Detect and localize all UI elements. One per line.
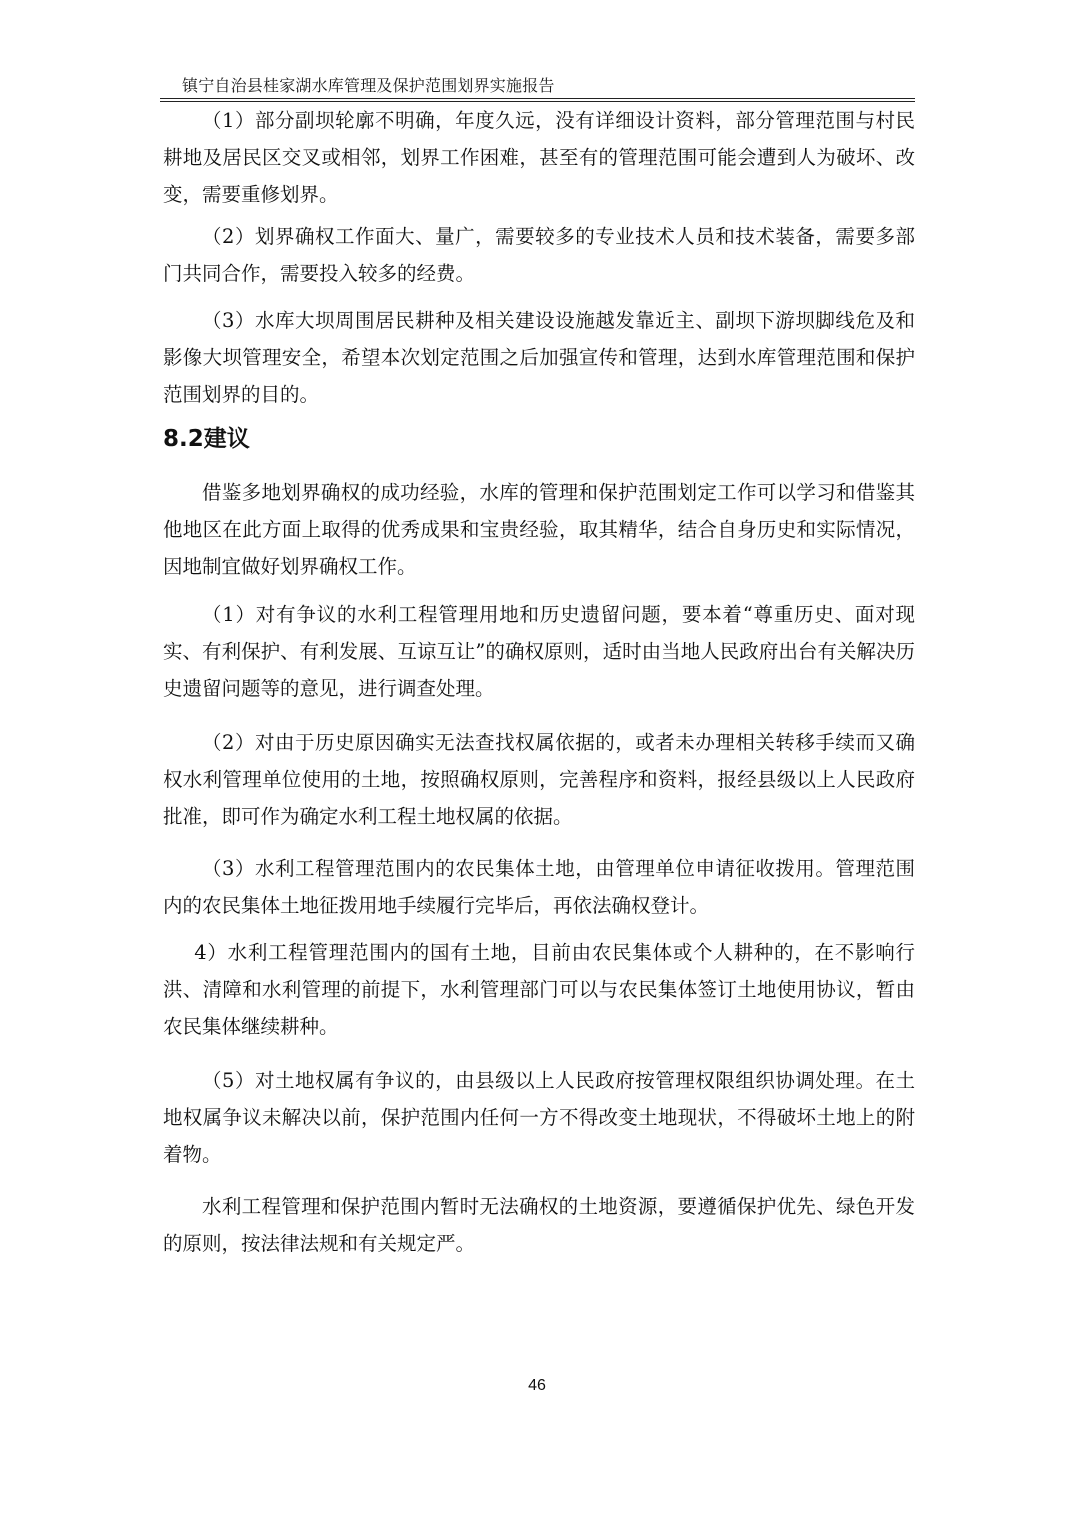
page-number: 46 — [528, 1377, 546, 1394]
suggestion-paragraph-2: （2）对由于历史原因确实无法查找权属依据的，或者未办理相关转移手续而又确权水利管理单位使用的土地，按照确权原则，完善程序和资料，报经县级以上人民政府批准，即可作为确定水利工程土地权属的依据。 — [163, 731, 915, 828]
suggestion-paragraph-5: （5）对土地权属有争议的，由县级以上人民政府按管理权限组织协调处理。在土地权属争议未解决以前，保护范围内任何一方不得改变土地现状，不得破坏土地上的附着物。 — [163, 1069, 915, 1166]
section-heading: 8.2建议 — [163, 426, 250, 452]
problem-paragraph-1: （1）部分副坝轮廓不明确，年度久远，没有详细设计资料，部分管理范围与村民耕地及居民区交叉或相邻，划界工作困难，甚至有的管理范围可能会遭到人为破坏、改变，需要重修划界。 — [163, 109, 915, 206]
suggestion-paragraph-3: （3）水利工程管理范围内的农民集体土地，由管理单位申请征收拨用。管理范围内的农民集体土地征拨用地手续履行完毕后，再依法确权登计。 — [163, 857, 915, 917]
intro-paragraph: 借鉴多地划界确权的成功经验，水库的管理和保护范围划定工作可以学习和借鉴其他地区在此方面上取得的优秀成果和宝贵经验，取其精华，结合自身历史和实际情况，因地制宜做好划界确权工作。 — [163, 481, 915, 578]
running-header: 镇宁自治县桂家湖水库管理及保护范围划界实施报告 — [182, 76, 555, 95]
suggestion-paragraph-4: 4）水利工程管理范围内的国有土地，目前由农民集体或个人耕种的，在不影响行洪、清障和水利管理的前提下，水利管理部门可以与农民集体签订土地使用协议，暂由农民集体继续耕种。 — [163, 941, 915, 1038]
problem-paragraph-3: （3）水库大坝周围居民耕种及相关建设设施越发靠近主、副坝下游坝脚线危及和影像大坝管理安全，希望本次划定范围之后加强宣传和管理，达到水库管理范围和保护范围划界的目的。 — [163, 309, 915, 406]
header-rule — [160, 98, 915, 99]
closing-paragraph: 水利工程管理和保护范围内暂时无法确权的土地资源，要遵循保护优先、绿色开发的原则，按法律法规和有关规定严。 — [163, 1195, 915, 1255]
problem-paragraph-2: （2）划界确权工作面大、量广，需要较多的专业技术人员和技术装备，需要多部门共同合作，需要投入较多的经费。 — [163, 225, 915, 285]
suggestion-paragraph-1: （1）对有争议的水利工程管理用地和历史遗留问题，要本着“尊重历史、面对现实、有利保护、有利发展、互谅互让”的确权原则，适时由当地人民政府出台有关解决历史遗留问题等的意见，进行调查处理。 — [163, 603, 915, 700]
